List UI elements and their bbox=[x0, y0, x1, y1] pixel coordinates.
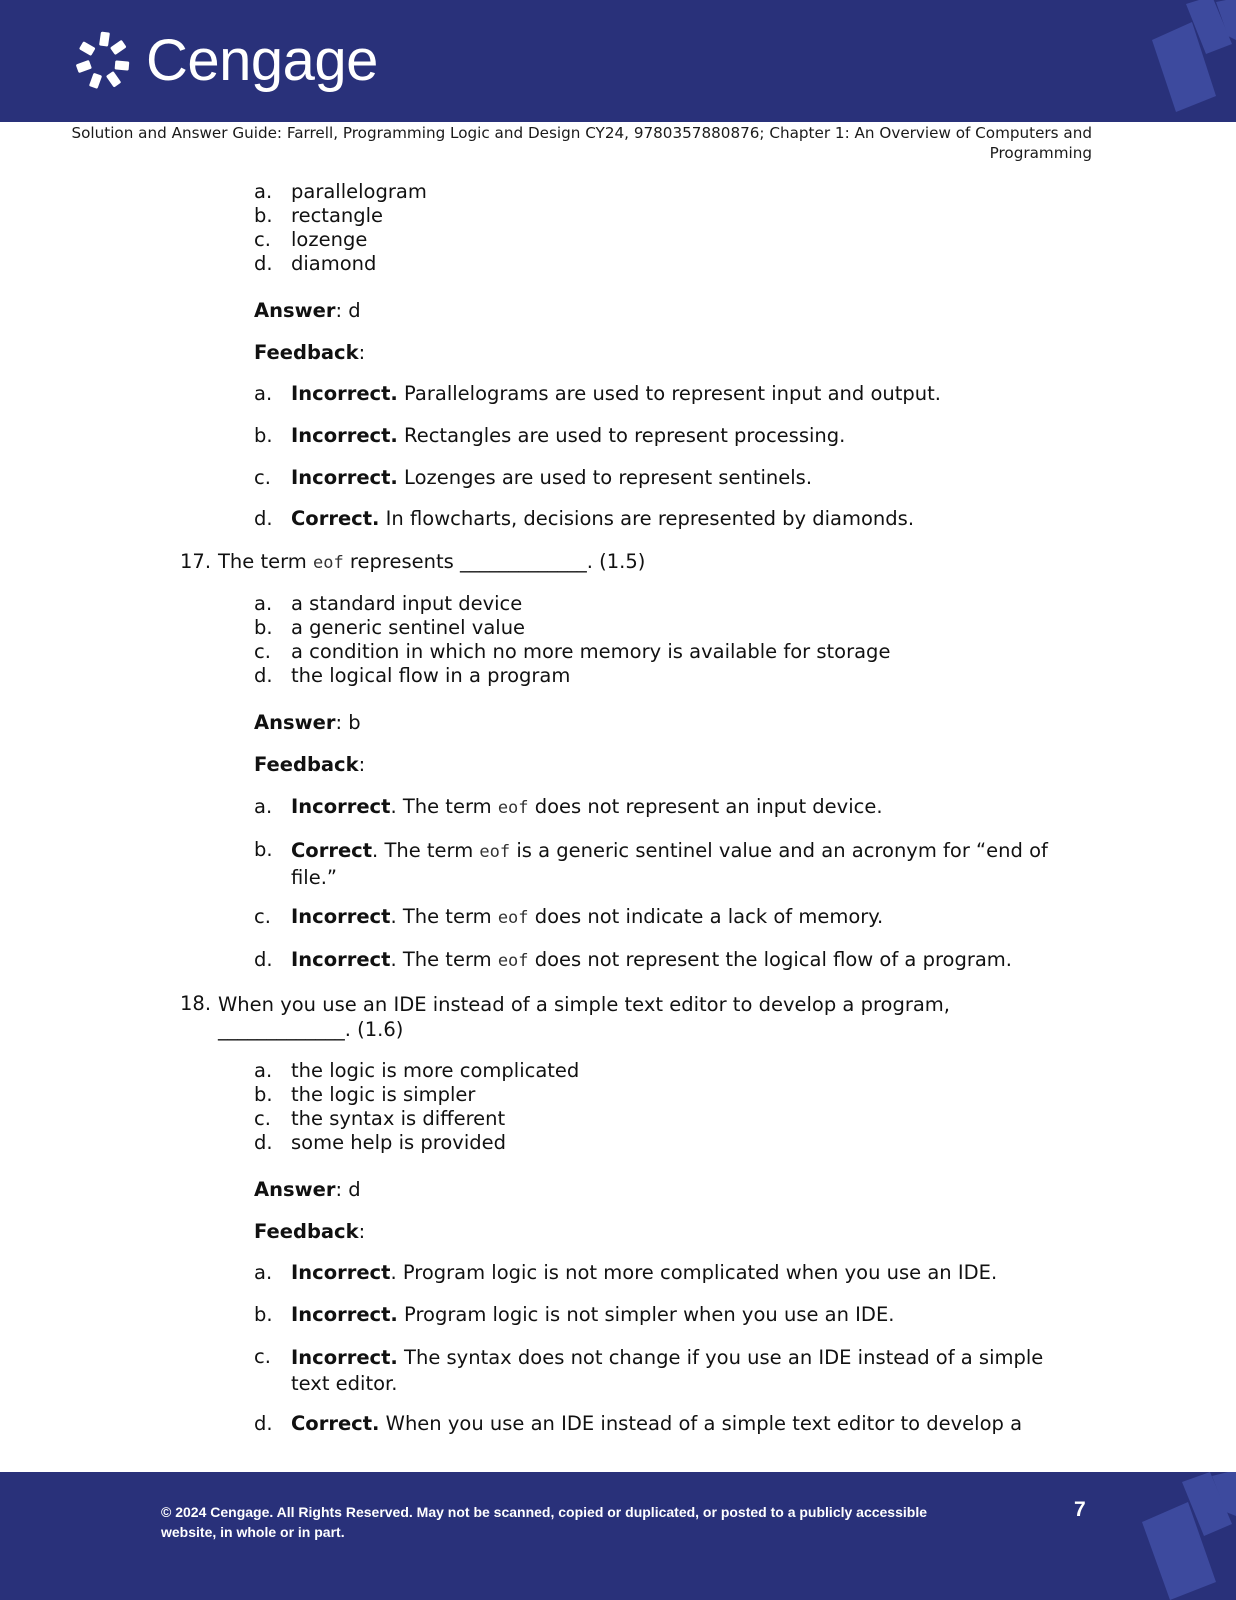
footer-band bbox=[0, 1472, 1236, 1600]
q18-answer: Answer: d bbox=[254, 1178, 361, 1201]
question-number: 17. bbox=[180, 550, 212, 573]
corner-decoration bbox=[1136, 1472, 1236, 1600]
feedback-letter: d. bbox=[254, 948, 273, 971]
answer-value: : d bbox=[335, 299, 361, 322]
q16-option-letter: b. bbox=[254, 204, 273, 227]
feedback-letter: c. bbox=[254, 1345, 271, 1368]
brand-name: Cengage bbox=[146, 28, 378, 93]
q16-option-b: rectangle bbox=[291, 204, 384, 227]
q18-feedback-d: Correct. When you use an IDE instead of a simple text editor to develop a bbox=[291, 1412, 1023, 1435]
page-number: 7 bbox=[1074, 1498, 1086, 1521]
question-number: 18. bbox=[180, 992, 212, 1015]
q17-feedback-d: Incorrect. The term eof does not represent the logical flow of a program. bbox=[291, 948, 1013, 971]
q17-option-letter: c. bbox=[254, 640, 271, 663]
q16-option-letter: d. bbox=[254, 252, 273, 275]
q16-answer bbox=[254, 299, 361, 323]
q18-option-letter: c. bbox=[254, 1107, 271, 1130]
q17-stem: The term eof represents _____________. (1.5) bbox=[218, 550, 646, 573]
q18-feedback-b: Incorrect. Program logic is not simpler when you use an IDE. bbox=[291, 1303, 895, 1326]
code-term: eof bbox=[312, 553, 344, 573]
answer-label: Answer bbox=[254, 299, 336, 322]
q16-option-letter: a. bbox=[254, 180, 273, 203]
q17-option-b: a generic sentinel value bbox=[291, 616, 526, 639]
q16-feedback-heading: Feedback: bbox=[254, 341, 366, 364]
q16-option-c: lozenge bbox=[291, 228, 368, 251]
q16-feedback-b: Incorrect. Rectangles are used to represent processing. bbox=[291, 424, 846, 447]
feedback-letter: a. bbox=[254, 382, 273, 405]
q17-feedback-c: Incorrect. The term eof does not indicate a lack of memory. bbox=[291, 905, 884, 928]
feedback-letter: a. bbox=[254, 1261, 273, 1284]
feedback-letter: d. bbox=[254, 1412, 273, 1435]
feedback-letter: c. bbox=[254, 466, 271, 489]
q17-option-d: the logical flow in a program bbox=[291, 664, 571, 687]
feedback-letter: d. bbox=[254, 507, 273, 530]
q17-feedback-heading: Feedback: bbox=[254, 753, 366, 776]
q17-feedback-a: Incorrect. The term eof does not represent an input device. bbox=[291, 795, 883, 818]
feedback-letter: a. bbox=[254, 795, 273, 818]
q17-option-letter: d. bbox=[254, 664, 273, 687]
q18-option-c: the syntax is different bbox=[291, 1107, 506, 1130]
q18-option-letter: d. bbox=[254, 1131, 273, 1154]
feedback-letter: b. bbox=[254, 838, 273, 861]
q18-feedback-heading: Feedback: bbox=[254, 1220, 366, 1243]
q18-feedback-c: Incorrect. The syntax does not change if you use an IDE instead of a simple text editor. bbox=[291, 1346, 1044, 1395]
q18-option-d: some help is provided bbox=[291, 1131, 507, 1154]
q18-option-letter: a. bbox=[254, 1059, 273, 1082]
feedback-label: Feedback bbox=[254, 341, 359, 364]
guide-title: Solution and Answer Guide: Farrell, Programming Logic and Design CY24, 9780357880876; Chapter 1: An Overview of Computers and Programming bbox=[71, 124, 1092, 162]
q17-option-a: a standard input device bbox=[291, 592, 523, 615]
q17-option-letter: a. bbox=[254, 592, 273, 615]
q16-feedback-a: Incorrect. Parallelograms are used to represent input and output. bbox=[291, 382, 941, 405]
feedback-letter: c. bbox=[254, 905, 271, 928]
q17-option-letter: b. bbox=[254, 616, 273, 639]
copyright-notice: © 2024 Cengage. All Rights Reserved. May not be scanned, copied or duplicated, or posted to a publicly accessible website, in whole or in part. bbox=[161, 1504, 928, 1540]
q17-answer: Answer: b bbox=[254, 711, 361, 734]
q16-option-letter: c. bbox=[254, 228, 271, 251]
q16-feedback-c: Incorrect. Lozenges are used to represent sentinels. bbox=[291, 466, 813, 489]
q18-option-letter: b. bbox=[254, 1083, 273, 1106]
q18-option-a: the logic is more complicated bbox=[291, 1059, 580, 1082]
feedback-letter: b. bbox=[254, 424, 273, 447]
q18-option-b: the logic is simpler bbox=[291, 1083, 476, 1106]
q17-option-c: a condition in which no more memory is available for storage bbox=[291, 640, 891, 663]
q17-feedback-b: Correct. The term eof is a generic sentinel value and an acronym for “end of file.” bbox=[291, 839, 1048, 889]
q16-option-a: parallelogram bbox=[291, 180, 427, 203]
feedback-letter: b. bbox=[254, 1303, 273, 1326]
q18-stem: When you use an IDE instead of a simple text editor to develop a program, _____________. (1.6) bbox=[218, 993, 951, 1041]
q18-feedback-a: Incorrect. Program logic is not more complicated when you use an IDE. bbox=[291, 1261, 998, 1284]
q16-feedback-d: Correct. In flowcharts, decisions are represented by diamonds. bbox=[291, 507, 915, 530]
q16-option-d: diamond bbox=[291, 252, 377, 275]
